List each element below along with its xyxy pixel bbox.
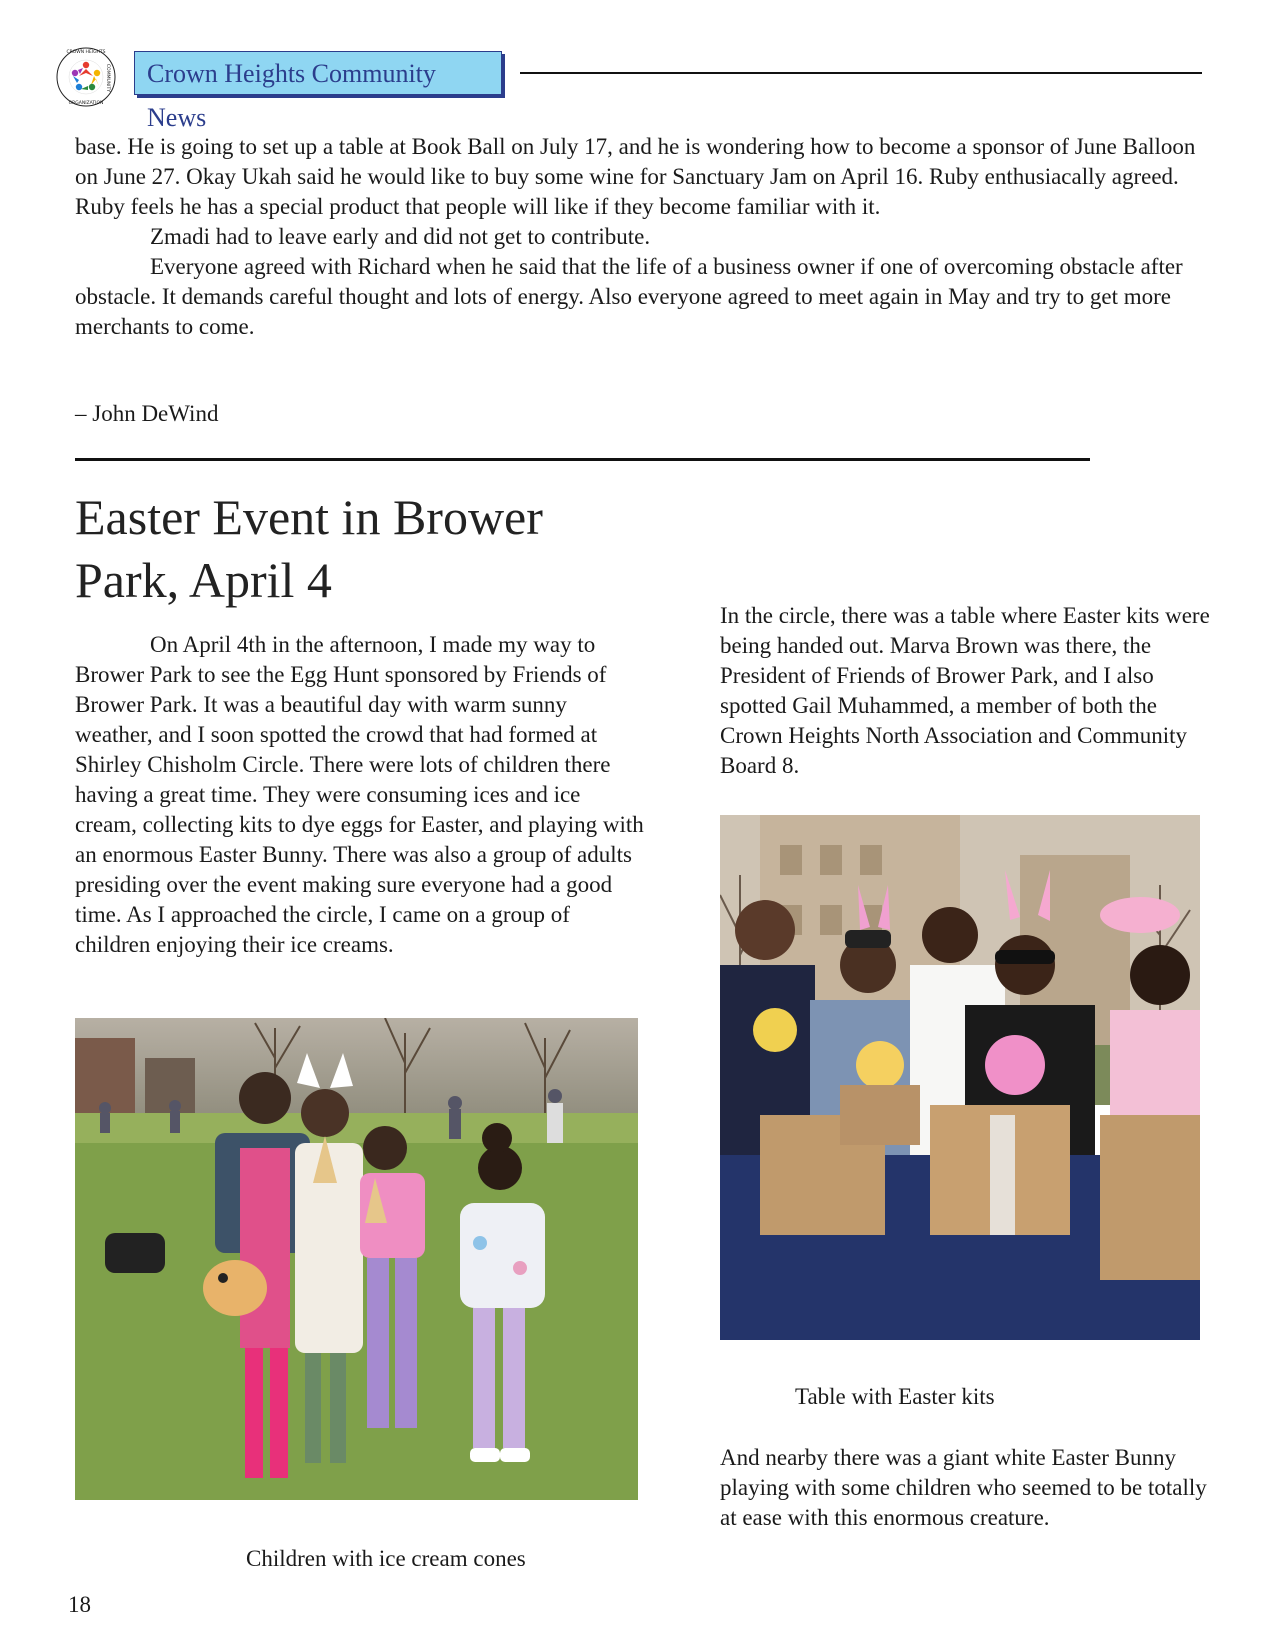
logo-ring-text-right: COMMUNITY [105,64,110,92]
article-title: Easter Event in Brower Park, April 4 [75,489,543,608]
children-ice-cream-photo [75,1018,638,1500]
paragraph: Everyone agreed with Richard when he said that the life of a business owner if one of overcoming obstacle after obstacle. It demands careful thought and lots of energy. Also everyone agreed to meet again in May and try to get more merchants to come. [75,254,1183,339]
paragraph: On April 4th in the afternoon, I made my way to Brower Park to see the Egg Hunt sponsored by Friends of Brower Park. It was a beautiful day with warm sunny weather, and I soon spotted the crowd that had formed at Shirley Chisholm Circle. There were lots of children there having a great time. They were consuming ices and ice cream, collecting kits to dye eggs for Easter, and playing with an enormous Easter Bunny. There was also a group of adults presiding over the event making sure everyone had a good time. As I approached the circle, I came on a group of children enjoying their ice creams. [75,632,644,957]
photo-caption-children: Children with ice cream cones [246,1546,526,1571]
left-column [75,630,645,960]
logo-ring-text-bottom: ORGANIZATION [68,101,104,106]
closing-column [720,1443,1210,1533]
page-number: 18 [68,1592,91,1617]
article-continuation [75,132,1205,342]
organization-logo [55,46,117,108]
author-signature: – John DeWind [75,401,219,426]
easter-kits-table-photo [720,815,1200,1340]
logo-ring-text-top: CROWN HEIGHTS [66,50,106,55]
paragraph: In the circle, there was a table where Easter kits were being handed out. Marva Brown was there, the President of Friends of Brower Park, and I also spotted Gail Muhammed, a member of both the Crown Heights North Association and Community Board 8. [720,603,1210,778]
section-divider [75,458,1090,461]
photo-caption-table: Table with Easter kits [795,1384,995,1409]
header-divider [520,72,1202,74]
paragraph: And nearby there was a giant white Easter Bunny playing with some children who seemed to be totally at ease with this enormous creature. [720,1445,1207,1530]
right-column [720,601,1210,781]
paragraph: base. He is going to set up a table at Book Ball on July 17, and he is wondering how to become a sponsor of June Balloon on June 27. Okay Ukah said he would like to buy some wine for Sanctuary Jam on April 16. Ruby enthusiacally agreed. Ruby feels he has a special product that people will like if they become familiar with it. [75,134,1196,219]
paragraph: Zmadi had to leave early and did not get to contribute. [150,224,651,249]
publication-title: Crown Heights Community News [134,51,502,95]
